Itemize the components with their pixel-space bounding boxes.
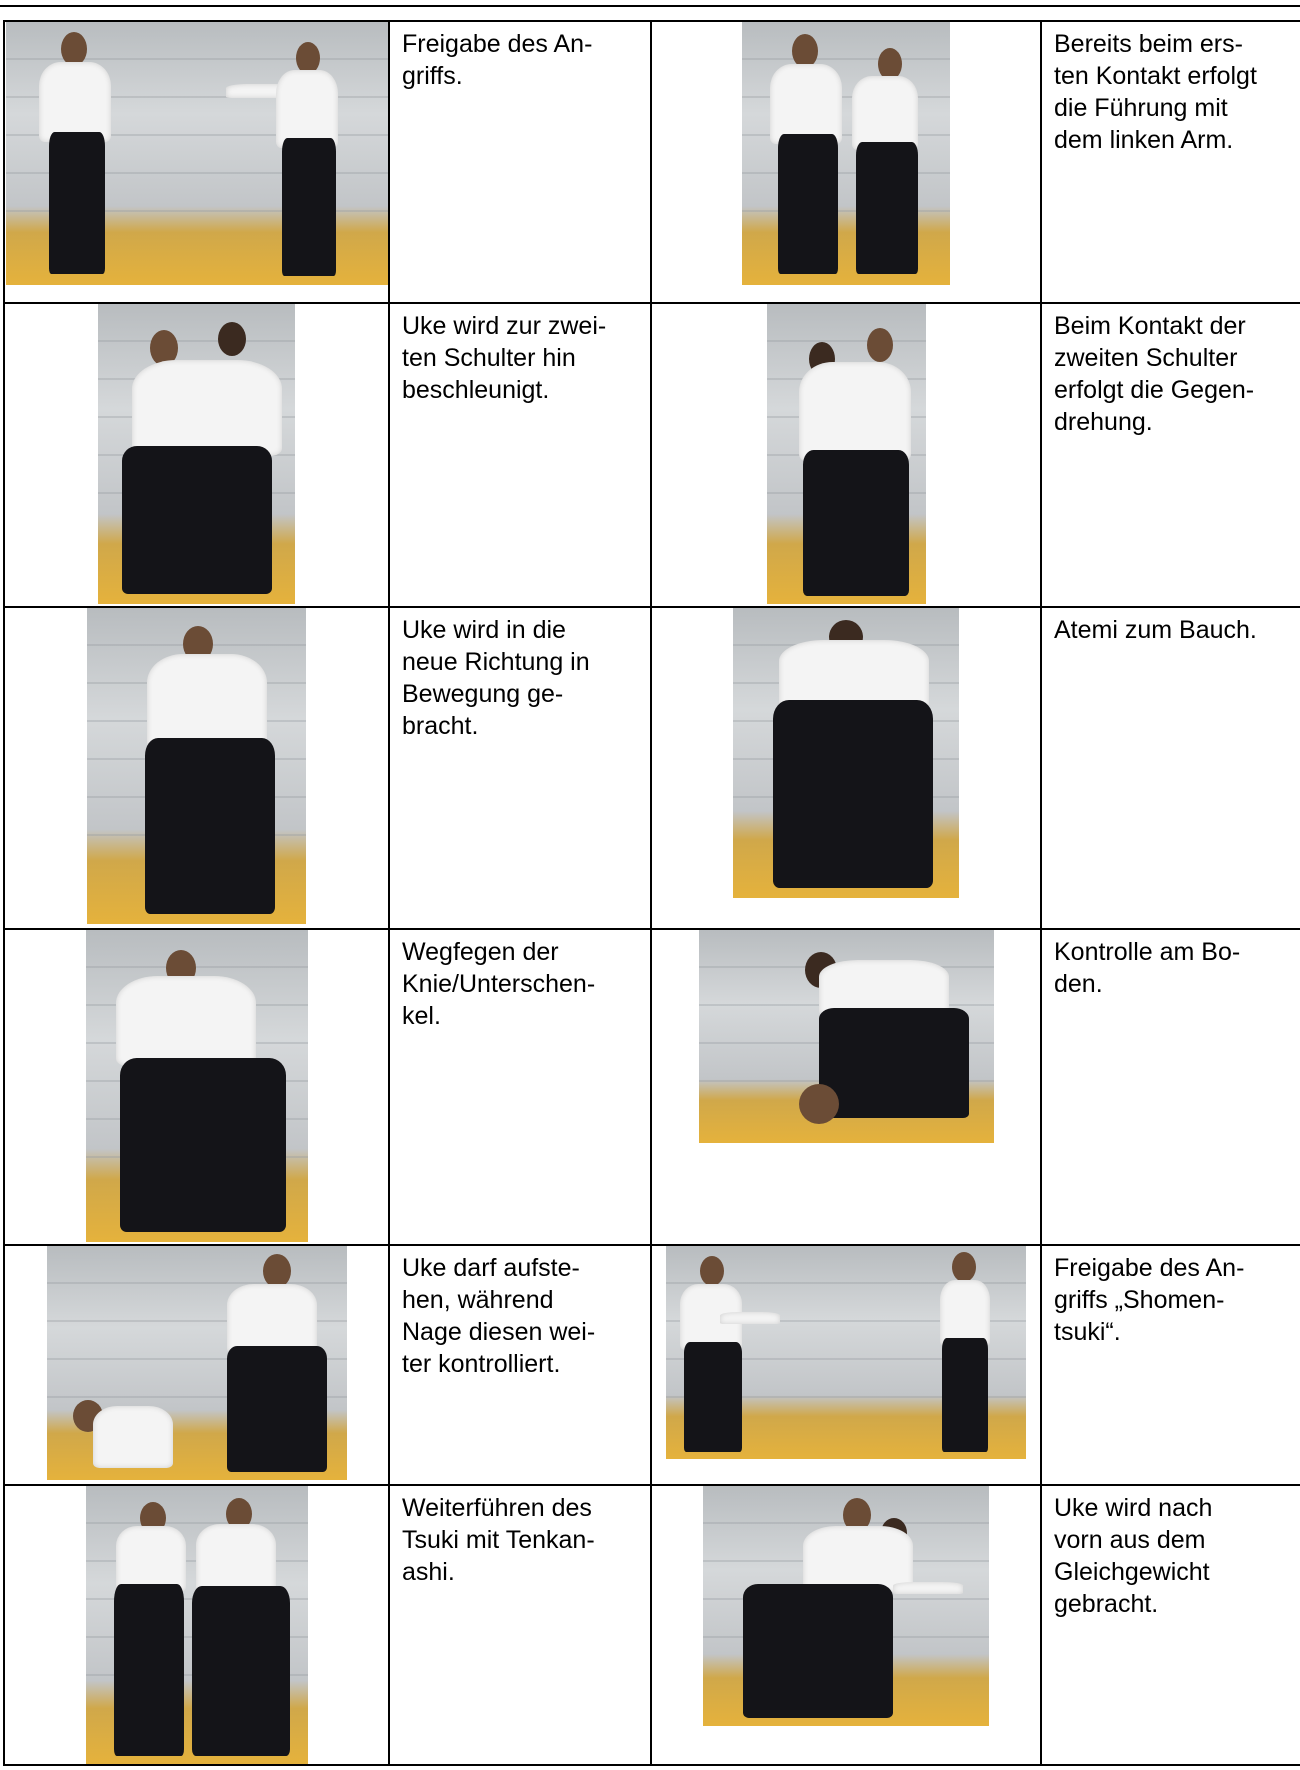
table-row [4,607,1300,929]
step-description [1041,607,1300,929]
step-photo [86,930,308,1242]
step-description [389,929,651,1245]
photo-cell [651,607,1041,929]
step-photo [666,1246,1026,1459]
step-description [1041,303,1300,607]
photo-cell [651,1485,1041,1765]
photo-cell [651,21,1041,303]
text-line: Beim Kontakt der [1054,312,1246,340]
text-line: Gleichgewicht [1054,1558,1210,1586]
table-row [4,929,1300,1245]
text-line: griffs „Shomen- [1054,1286,1225,1314]
photo-cell [4,1245,389,1485]
text-line: griffs. [402,62,463,90]
text-line: erfolgt die Gegen- [1054,376,1255,404]
technique-sequence-table [3,20,1300,1766]
step-photo [703,1486,989,1726]
text-line: gebracht. [1054,1590,1159,1618]
step-photo [767,304,926,604]
text-line: Atemi zum Bauch. [1054,616,1257,644]
table-row [4,303,1300,607]
text-line: den. [1054,970,1103,998]
text-line: Bewegung ge- [402,680,564,708]
text-line: vorn aus dem [1054,1526,1206,1554]
text-line: Kontrolle am Bo- [1054,938,1241,966]
table-row [4,21,1300,303]
text-line: Weiterführen des [402,1494,592,1522]
step-description [389,21,651,303]
text-line: Freigabe des An- [1054,1254,1245,1282]
text-line: drehung. [1054,408,1153,436]
text-line: Uke wird zur zwei- [402,312,607,340]
step-photo [87,608,306,924]
step-description [389,607,651,929]
text-line: Freigabe des An- [402,30,593,58]
table-row [4,1245,1300,1485]
step-photo [86,1486,308,1764]
step-photo [6,22,388,285]
top-rule [0,5,1300,7]
text-line: Bereits beim ers- [1054,30,1243,58]
text-line: zweiten Schulter [1054,344,1238,372]
photo-cell [4,1485,389,1765]
photo-cell [651,1245,1041,1485]
text-line: Tsuki mit Tenkan- [402,1526,595,1554]
step-description [389,1485,651,1765]
text-line: Uke darf aufste- [402,1254,580,1282]
step-description [389,303,651,607]
step-photo [47,1246,347,1480]
text-line: Knie/Unterschen- [402,970,596,998]
text-line: Uke wird in die [402,616,566,644]
photo-cell [4,21,389,303]
step-description [1041,1485,1300,1765]
text-line: ter kontrolliert. [402,1350,561,1378]
text-line: Nage diesen wei- [402,1318,596,1346]
text-line: bracht. [402,712,479,740]
step-description [1041,929,1300,1245]
step-photo [742,22,950,285]
step-description [389,1245,651,1485]
step-photo [733,608,959,898]
text-line: kel. [402,1002,441,1030]
photo-cell [4,929,389,1245]
text-line: neue Richtung in [402,648,590,676]
text-line: Uke wird nach [1054,1494,1213,1522]
photo-cell [651,929,1041,1245]
text-line: Wegfegen der [402,938,559,966]
text-line: die Führung mit [1054,94,1228,122]
photo-cell [651,303,1041,607]
text-line: tsuki“. [1054,1318,1121,1346]
text-line: beschleunigt. [402,376,550,404]
text-line: hen, während [402,1286,554,1314]
table-row [4,1485,1300,1765]
text-line: ashi. [402,1558,455,1586]
step-photo [699,930,994,1143]
photo-cell [4,607,389,929]
step-photo [98,304,295,604]
photo-cell [4,303,389,607]
text-line: ten Schulter hin [402,344,576,372]
step-description [1041,1245,1300,1485]
text-line: dem linken Arm. [1054,126,1234,154]
text-line: ten Kontakt erfolgt [1054,62,1257,90]
step-description [1041,21,1300,303]
